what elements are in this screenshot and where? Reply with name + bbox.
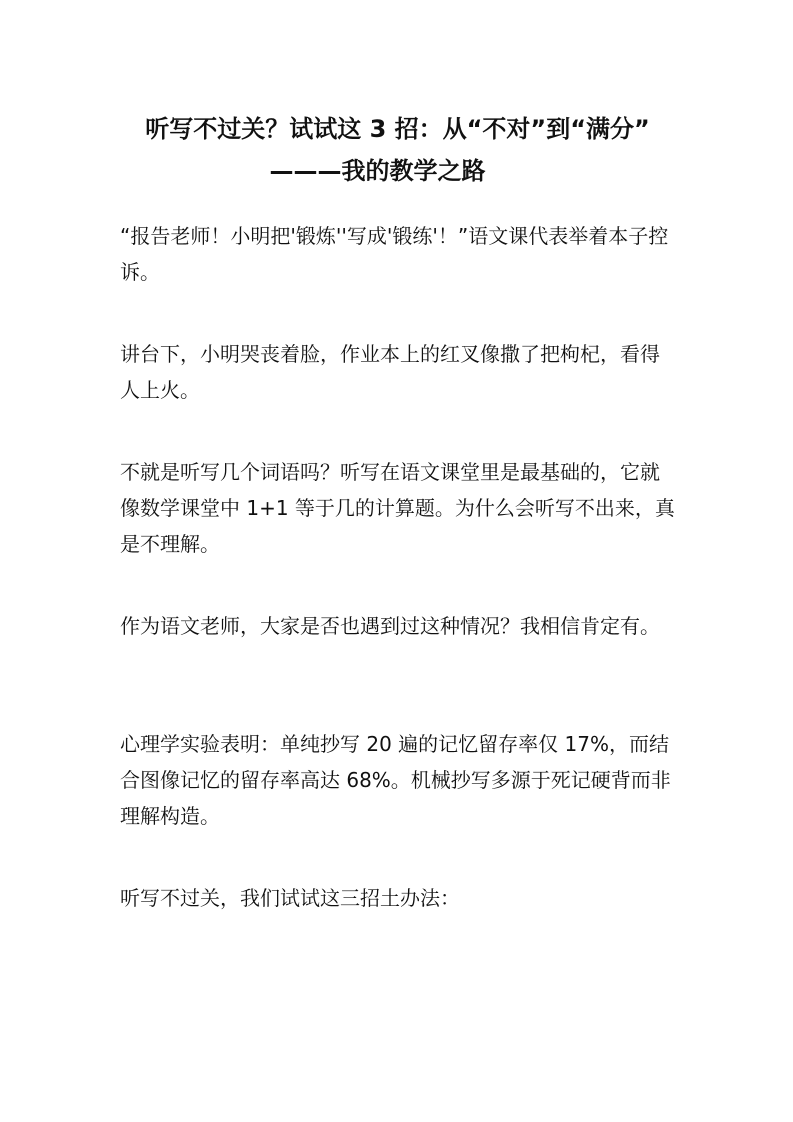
paragraph: 听写不过关，我们试试这三招土办法： — [120, 886, 460, 910]
paragraph: “报告老师！小明把'锻炼''写成'锻练'！”语文课代表举着本子控诉。 — [120, 224, 669, 284]
article-body — [120, 218, 675, 916]
paragraph: 不就是听写几个词语吗？听写在语文课堂里是最基础的，它就像数学课堂中 1+1 等于几的计算题。为什么会听写不出来，真是不理解。 — [120, 460, 675, 556]
paragraph: 讲台下，小明哭丧着脸，作业本上的红叉像撒了把枸杞，看得人上火。 — [120, 342, 660, 402]
paragraph: 心理学实验表明：单纯抄写 20 遍的记忆留存率仅 17%，而结合图像记忆的留存率高达 68%。机械抄写多源于死记硬背而非理解构造。 — [120, 732, 671, 828]
article-title — [120, 108, 675, 192]
title-line-1: 听写不过关？试试这 3 招：从“不对”到“满分” — [145, 115, 650, 143]
title-line-2: ———我的教学之路 — [269, 157, 486, 185]
paragraph: 作为语文老师，大家是否也遇到过这种情况？我相信肯定有。 — [120, 614, 660, 638]
